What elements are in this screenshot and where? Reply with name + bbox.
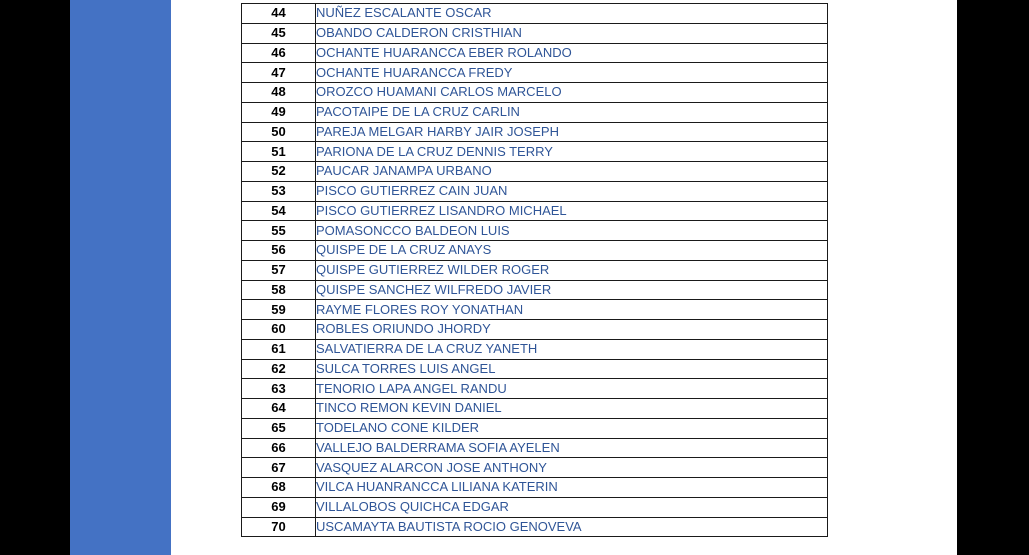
- student-name: PAREJA MELGAR HARBY JAIR JOSEPH: [316, 122, 828, 142]
- row-number: 60: [242, 320, 316, 340]
- table-row: [242, 83, 828, 103]
- table-row: [242, 359, 828, 379]
- student-name: PARIONA DE LA CRUZ DENNIS TERRY: [316, 142, 828, 162]
- student-name: OCHANTE HUARANCCA FREDY: [316, 63, 828, 83]
- row-number: 69: [242, 497, 316, 517]
- right-letterbox: [957, 0, 1029, 555]
- row-number: 54: [242, 201, 316, 221]
- student-name: PISCO GUTIERREZ LISANDRO MICHAEL: [316, 201, 828, 221]
- row-number: 45: [242, 23, 316, 43]
- student-name: TENORIO LAPA ANGEL RANDU: [316, 379, 828, 399]
- row-number: 64: [242, 399, 316, 419]
- row-number: 70: [242, 517, 316, 537]
- row-number: 59: [242, 300, 316, 320]
- student-name: VILCA HUANRANCCA LILIANA KATERIN: [316, 478, 828, 498]
- table-row: [242, 320, 828, 340]
- row-number: 47: [242, 63, 316, 83]
- row-number: 46: [242, 43, 316, 63]
- row-number: 56: [242, 241, 316, 261]
- student-name: OCHANTE HUARANCCA EBER ROLANDO: [316, 43, 828, 63]
- row-number: 50: [242, 122, 316, 142]
- student-name: OROZCO HUAMANI CARLOS MARCELO: [316, 83, 828, 103]
- table-row: [242, 241, 828, 261]
- table-row: [242, 162, 828, 182]
- student-name: PACOTAIPE DE LA CRUZ CARLIN: [316, 102, 828, 122]
- student-name: VASQUEZ ALARCON JOSE ANTHONY: [316, 458, 828, 478]
- table-row: [242, 339, 828, 359]
- student-name: TINCO REMON KEVIN DANIEL: [316, 399, 828, 419]
- row-number: 51: [242, 142, 316, 162]
- slide-accent-bar: [70, 0, 171, 555]
- row-number: 67: [242, 458, 316, 478]
- table-row: [242, 478, 828, 498]
- student-name: POMASONCCO BALDEON LUIS: [316, 221, 828, 241]
- row-number: 52: [242, 162, 316, 182]
- table-row: [242, 102, 828, 122]
- row-number: 68: [242, 478, 316, 498]
- student-name: ROBLES ORIUNDO JHORDY: [316, 320, 828, 340]
- table-row: [242, 497, 828, 517]
- student-name: QUISPE GUTIERREZ WILDER ROGER: [316, 260, 828, 280]
- table-row: [242, 142, 828, 162]
- row-number: 58: [242, 280, 316, 300]
- table-row: [242, 418, 828, 438]
- row-number: 48: [242, 83, 316, 103]
- student-name: QUISPE SANCHEZ WILFREDO JAVIER: [316, 280, 828, 300]
- table-row: [242, 399, 828, 419]
- table-row: [242, 4, 828, 24]
- table-row: [242, 201, 828, 221]
- row-number: 49: [242, 102, 316, 122]
- student-name: TODELANO CONE KILDER: [316, 418, 828, 438]
- student-name: USCAMAYTA BAUTISTA ROCIO GENOVEVA: [316, 517, 828, 537]
- table-row: [242, 181, 828, 201]
- table-row: [242, 280, 828, 300]
- student-name: SULCA TORRES LUIS ANGEL: [316, 359, 828, 379]
- row-number: 55: [242, 221, 316, 241]
- table-row: [242, 122, 828, 142]
- table-row: [242, 43, 828, 63]
- table-row: [242, 379, 828, 399]
- table-row: [242, 260, 828, 280]
- student-name: VALLEJO BALDERRAMA SOFIA AYELEN: [316, 438, 828, 458]
- student-name: OBANDO CALDERON CRISTHIAN: [316, 23, 828, 43]
- row-number: 61: [242, 339, 316, 359]
- student-name: PISCO GUTIERREZ CAIN JUAN: [316, 181, 828, 201]
- student-name: QUISPE DE LA CRUZ ANAYS: [316, 241, 828, 261]
- table-row: [242, 23, 828, 43]
- row-number: 62: [242, 359, 316, 379]
- table-row: [242, 221, 828, 241]
- table-row: [242, 458, 828, 478]
- table-row: [242, 300, 828, 320]
- student-name: RAYME FLORES ROY YONATHAN: [316, 300, 828, 320]
- roster-body: [242, 4, 828, 537]
- student-name: SALVATIERRA DE LA CRUZ YANETH: [316, 339, 828, 359]
- row-number: 63: [242, 379, 316, 399]
- left-letterbox: [0, 0, 70, 555]
- student-name: PAUCAR JANAMPA URBANO: [316, 162, 828, 182]
- table-row: [242, 517, 828, 537]
- row-number: 66: [242, 438, 316, 458]
- row-number: 65: [242, 418, 316, 438]
- row-number: 53: [242, 181, 316, 201]
- row-number: 57: [242, 260, 316, 280]
- student-name: NUÑEZ ESCALANTE OSCAR: [316, 4, 828, 24]
- student-name: VILLALOBOS QUICHCA EDGAR: [316, 497, 828, 517]
- row-number: 44: [242, 4, 316, 24]
- table-row: [242, 63, 828, 83]
- table-row: [242, 438, 828, 458]
- student-roster-table: [241, 3, 828, 537]
